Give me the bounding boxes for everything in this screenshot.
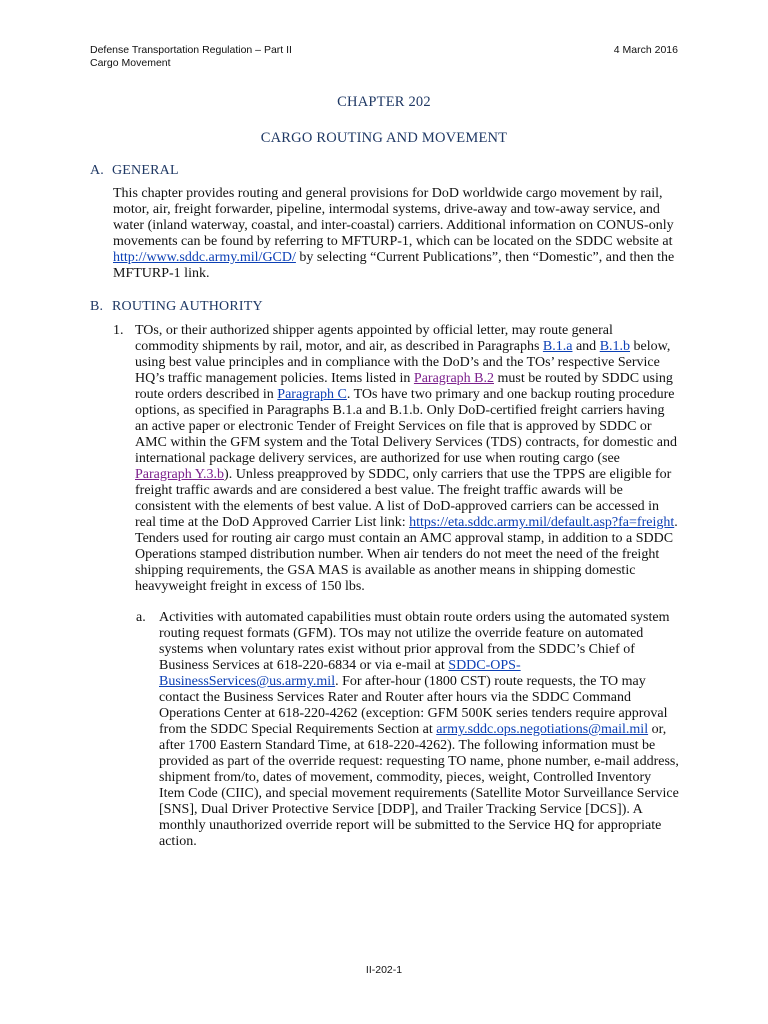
item-1-text-3: below, using best value principles and in compliance with the DoD’s and the TOs’ respective Service HQ’s traffic management policies. Items listed in [135,339,671,386]
running-header-left [90,44,292,70]
item-1-text-5: . TOs have two primary and one backup routing procedure options, as specified in Paragraphs B.1.a and B.1.b. Only DoD-certified freight carriers having an active paper or electronic Tender of Freight Services on file that is approved by SDDC or AMC within the GFM system and the Total Delivery Services (TDS) contracts, for domestic and international package delivery services, are authorized for use when routing cargo (see [135,387,677,466]
section-a-text-1: This chapter provides routing and general provisions for DoD worldwide cargo movement by rail, motor, air, freight forwarder, pipeline, intermodal systems, drive-away and tow-away service, and water (inland waterway, coastal, and inter-coastal) carriers. Additional information on CONUS-only movements can be found by referring to MFTURP-1, which can be located on the SDDC website at [113,186,674,249]
item-1-text-2: and [572,339,600,354]
link-b1a[interactable]: B.1.a [542,339,573,354]
item-1-text-1: TOs, or their authorized shipper agents appointed by official letter, may route general commodity shipments by rail, motor, and air, as described in Paragraphs [135,323,613,354]
section-a-text-2: by selecting “Current Publications”, then “Domestic”, and then the MFTURP-1 link. [113,250,675,281]
item-1-number: 1. [113,323,124,338]
link-paragraph-b2[interactable]: Paragraph B.2 [413,371,494,386]
email-link-negotiations[interactable]: army.sddc.ops.negotiations@mail.mil [436,722,649,737]
link-paragraph-y3b[interactable]: Paragraph Y.3.b [135,467,225,482]
link-paragraph-c[interactable]: Paragraph C [277,387,347,402]
item-1-text-6: ). Unless preapproved by SDDC, only carriers that use the TPPS are eligible for freight traffic awards and are considered a best value. The freight traffic awards will be consistent with the elements of best value. A list of DoD-approved carriers can be accessed in real time at the DoD Approved Carrier List link: [135,467,672,530]
page-number: II-202-1 [365,964,403,976]
item-1a-text-1: Activities with automated capabilities must obtain route orders using the automated system routing request formats (GFM). TOs may not utilize the override feature on automated systems when voluntary rates exist without prior approval from the SDDC’s Chief of Business Services at 618-220-6834 or via e-mail at [159,610,670,673]
chapter-title: CARGO ROUTING AND MOVEMENT [260,130,508,146]
section-b-label: B. [90,299,104,314]
item-1a-text-3: or, after 1700 Eastern Standard Time, at 618-220-4262). The following information must be provided as part of the override request: requesting TO name, phone number, e-mail address, shipment from/to, dates of movement, commodity, pieces, weight, Controlled Inventory Item Code (CIIC), and special movement requirements (Satellite Motor Surveillance Service [SNS], Dual Driver Protective Service [DDP], and Trailer Tracking Service [DCS]). A monthly unauthorized override report will be submitted to the Service HQ for appropriate action. [159,722,679,849]
item-1a-text-2: . For after-hour (1800 CST) route requests, the TO may contact the Business Services Rater and Router after hours via the SDDC Command Operations Center at 618-220-4262 (exception: GFM 500K series tenders require approval from the SDDC Special Requirements Section at [159,674,668,737]
header-date: 4 March 2016 [613,44,678,56]
section-a-paragraph [113,186,679,282]
link-b1b[interactable]: B.1.b [599,339,631,354]
item-1a-letter: a. [136,610,146,625]
link-eta-freight[interactable]: https://eta.sddc.army.mil/default.asp?fa=freight [409,515,675,530]
section-a-label: A. [90,163,105,178]
item-1-text-4: must be routed by SDDC using route orders described in [135,371,673,402]
section-a-title: GENERAL [112,163,179,178]
sddc-gcd-link[interactable]: http://www.sddc.army.mil/GCD/ [113,250,296,265]
email-link-business-services[interactable]: SDDC-OPS-BusinessServices@us.army.mil [159,658,521,689]
item-1-text-7: . Tenders used for routing air cargo must contain an AMC approval stamp, in addition to a SDDC Operations stamped distribution number. When air tenders do not meet the need of the freight shipping requirements, the GSA MAS is available as another means in shipping domestic heavyweight freight in excess of 150 lbs. [135,515,678,594]
item-1-text [135,323,679,595]
chapter-number: CHAPTER 202 [337,94,431,110]
section-b-heading [90,299,263,315]
section-b-title: ROUTING AUTHORITY [112,299,263,314]
header-regulation-title: Defense Transportation Regulation – Part II [90,44,292,56]
item-1a-text [159,610,680,850]
header-part-title: Cargo Movement [90,57,171,69]
section-a-heading [90,163,179,179]
